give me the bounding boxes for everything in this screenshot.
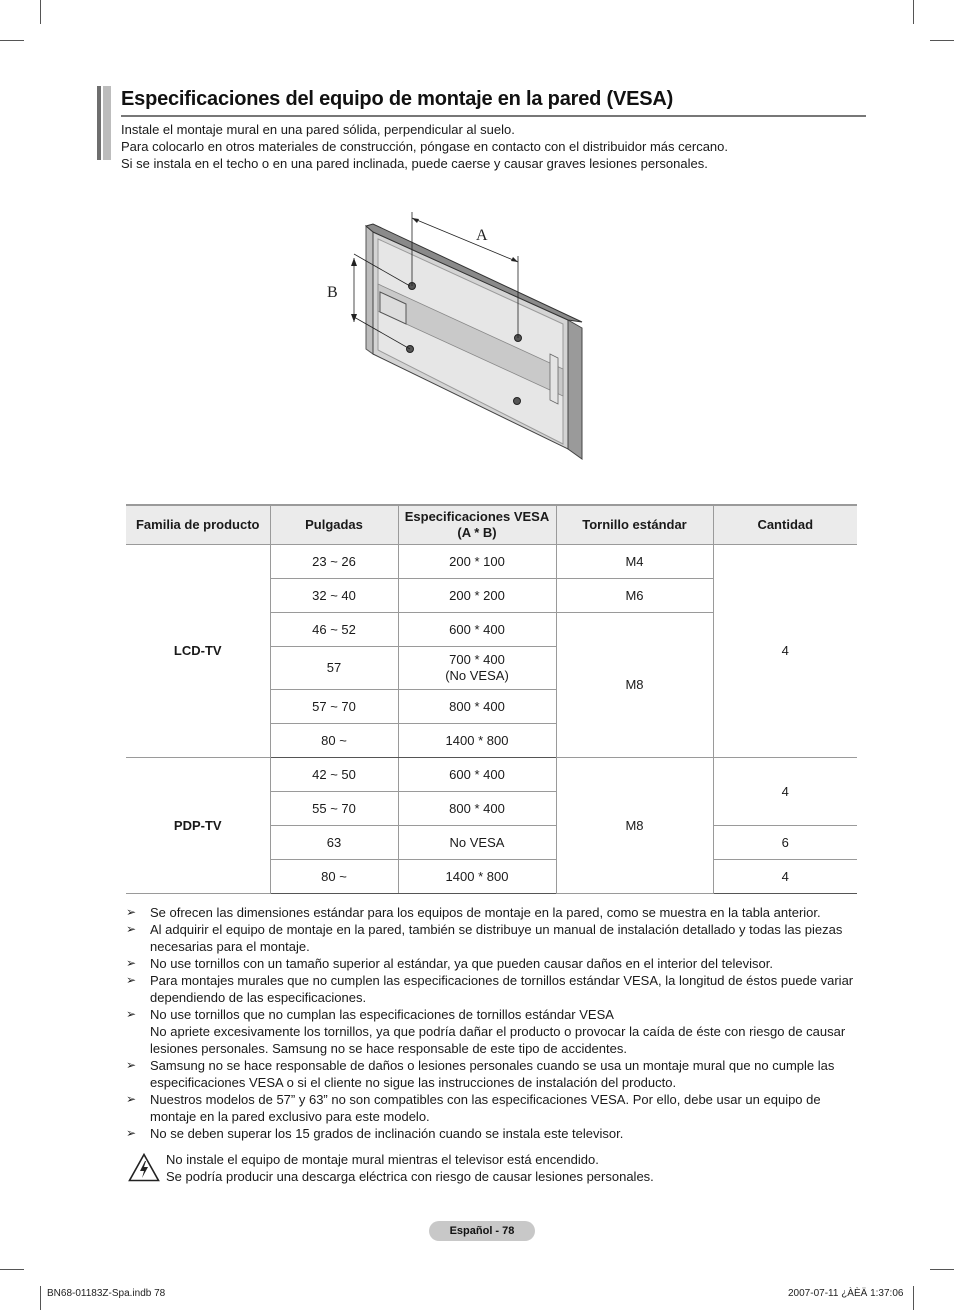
pulgadas-cell: 63 <box>270 826 398 860</box>
vesa-cell: 200 * 200 <box>398 579 556 613</box>
arrow-bullet-icon: ➢ <box>126 973 137 987</box>
label-a: A <box>476 227 488 244</box>
list-item <box>126 1006 864 1057</box>
list-item <box>126 1057 864 1091</box>
pulgadas-cell: 80 ~ <box>270 724 398 758</box>
section-marker <box>97 86 112 160</box>
vesa-cell: 1400 * 800 <box>398 860 556 894</box>
pulgadas-cell: 80 ~ <box>270 860 398 894</box>
header-vesa-line2: (A * B) <box>457 525 497 540</box>
arrow-bullet-icon: ➢ <box>126 1092 137 1106</box>
warning-line: Se podría producir una descarga eléctrica con riesgo de causar lesiones personales. <box>166 1169 654 1184</box>
pulgadas-cell: 46 ~ 52 <box>270 613 398 647</box>
warning-line: No instale el equipo de montaje mural mientras el televisor está encendido. <box>166 1152 599 1167</box>
intro-line: Para colocarlo en otros materiales de construcción, póngase en contacto con el distribuidor más cercano. <box>121 139 728 154</box>
table-row <box>126 758 857 792</box>
list-item <box>126 972 864 1006</box>
label-b: B <box>327 284 338 301</box>
pulgadas-cell: 32 ~ 40 <box>270 579 398 613</box>
notes-list <box>126 904 864 1142</box>
warning-icon <box>128 1153 160 1182</box>
vesa-cell <box>398 647 556 690</box>
arrow-bullet-icon: ➢ <box>126 1126 137 1140</box>
family-cell: LCD-TV <box>126 545 270 758</box>
crop-mark <box>40 1286 41 1310</box>
list-item <box>126 1091 864 1125</box>
vesa-cell: 1400 * 800 <box>398 724 556 758</box>
family-cell: PDP-TV <box>126 758 270 894</box>
cantidad-cell: 4 <box>713 860 857 894</box>
vesa-value: 700 * 400 <box>449 652 505 667</box>
page-title: Especificaciones del equipo de montaje en la pared (VESA) <box>121 88 674 110</box>
cantidad-cell: 4 <box>713 758 857 826</box>
header-familia: Familia de producto <box>126 505 270 545</box>
arrow-bullet-icon: ➢ <box>126 905 137 919</box>
note-text: Nuestros modelos de 57” y 63” no son compatibles con las especificaciones VESA. Por ello, debe usar un equipo de montaje en la pared exclusivo para este modelo. <box>150 1092 821 1124</box>
vesa-spec-table <box>126 504 857 894</box>
crop-mark <box>0 40 24 41</box>
pulgadas-cell: 23 ~ 26 <box>270 545 398 579</box>
tornillo-cell: M8 <box>556 758 713 894</box>
list-item <box>126 904 864 921</box>
table-row <box>126 545 857 579</box>
vesa-cell: 600 * 400 <box>398 758 556 792</box>
pulgadas-cell: 42 ~ 50 <box>270 758 398 792</box>
intro-line: Instale el montaje mural en una pared sólida, perpendicular al suelo. <box>121 122 515 137</box>
note-text: No use tornillos con un tamaño superior al estándar, ya que pueden causar daños en el interior del televisor. <box>150 956 773 971</box>
page-number-badge: Español - 78 <box>429 1221 535 1241</box>
crop-mark <box>930 1269 954 1270</box>
tornillo-cell: M6 <box>556 579 713 613</box>
crop-mark <box>40 0 41 24</box>
cantidad-cell: 6 <box>713 826 857 860</box>
vesa-cell: 600 * 400 <box>398 613 556 647</box>
vesa-cell: 800 * 400 <box>398 792 556 826</box>
vesa-cell: No VESA <box>398 826 556 860</box>
pulgadas-cell: 55 ~ 70 <box>270 792 398 826</box>
crop-mark <box>913 1286 914 1310</box>
crop-mark <box>930 40 954 41</box>
note-text: Al adquirir el equipo de montaje en la pared, también se distribuye un manual de instalación detallado y todas las piezas necesarias para el montaje. <box>150 922 843 954</box>
arrow-bullet-icon: ➢ <box>126 1007 137 1021</box>
tv-mount-diagram <box>318 204 618 469</box>
crop-mark <box>913 0 914 24</box>
arrow-bullet-icon: ➢ <box>126 922 137 936</box>
note-text: No use tornillos que no cumplan las especificaciones de tornillos estándar VESA <box>150 1007 614 1022</box>
header-vesa <box>398 505 556 545</box>
note-text: No se deben superar los 15 grados de inclinación cuando se instala este televisor. <box>150 1126 624 1141</box>
intro-line: Si se instala en el techo o en una pared inclinada, puede caerse y causar graves lesiones personales. <box>121 156 708 171</box>
crop-mark <box>0 1269 24 1270</box>
vesa-note: (No VESA) <box>445 668 509 683</box>
header-cantidad: Cantidad <box>713 505 857 545</box>
title-divider <box>121 115 866 117</box>
header-vesa-line1: Especificaciones VESA <box>404 509 550 524</box>
footer-file-info: BN68-01183Z-Spa.indb 78 <box>47 1288 166 1299</box>
note-text-continued: No apriete excesivamente los tornillos, ya que podría dañar el producto o provocar la caída de éste con riesgo de causar lesiones personales. Samsung no se hace responsable de este tipo de accidentes. <box>150 1024 846 1056</box>
footer-timestamp: 2007-07-11 ¿ÀÈÄ 1:37:06 <box>788 1288 904 1299</box>
note-text: Se ofrecen las dimensiones estándar para los equipos de montaje en la pared, como se muestra en la tabla anterior. <box>150 905 821 920</box>
note-text: Para montajes murales que no cumplen las especificaciones de tornillos estándar VESA, la longitud de éstos puede variar dependiendo de las especificaciones. <box>150 973 854 1005</box>
vesa-cell: 200 * 100 <box>398 545 556 579</box>
tornillo-cell: M8 <box>556 613 713 758</box>
header-pulgadas: Pulgadas <box>270 505 398 545</box>
pulgadas-cell: 57 ~ 70 <box>270 690 398 724</box>
intro-text <box>121 121 728 172</box>
header-tornillo: Tornillo estándar <box>556 505 713 545</box>
cantidad-cell: 4 <box>713 545 857 758</box>
list-item <box>126 921 864 955</box>
pulgadas-cell: 57 <box>270 647 398 690</box>
tornillo-cell: M4 <box>556 545 713 579</box>
table-header-row <box>126 505 857 545</box>
list-item <box>126 1125 864 1142</box>
arrow-bullet-icon: ➢ <box>126 956 137 970</box>
list-item <box>126 955 864 972</box>
note-text: Samsung no se hace responsable de daños o lesiones personales cuando se usa un montaje mural que no cumple las especificaciones VESA o si el cliente no sigue las instrucciones de instalación del producto. <box>150 1058 835 1090</box>
arrow-bullet-icon: ➢ <box>126 1058 137 1072</box>
vesa-cell: 800 * 400 <box>398 690 556 724</box>
